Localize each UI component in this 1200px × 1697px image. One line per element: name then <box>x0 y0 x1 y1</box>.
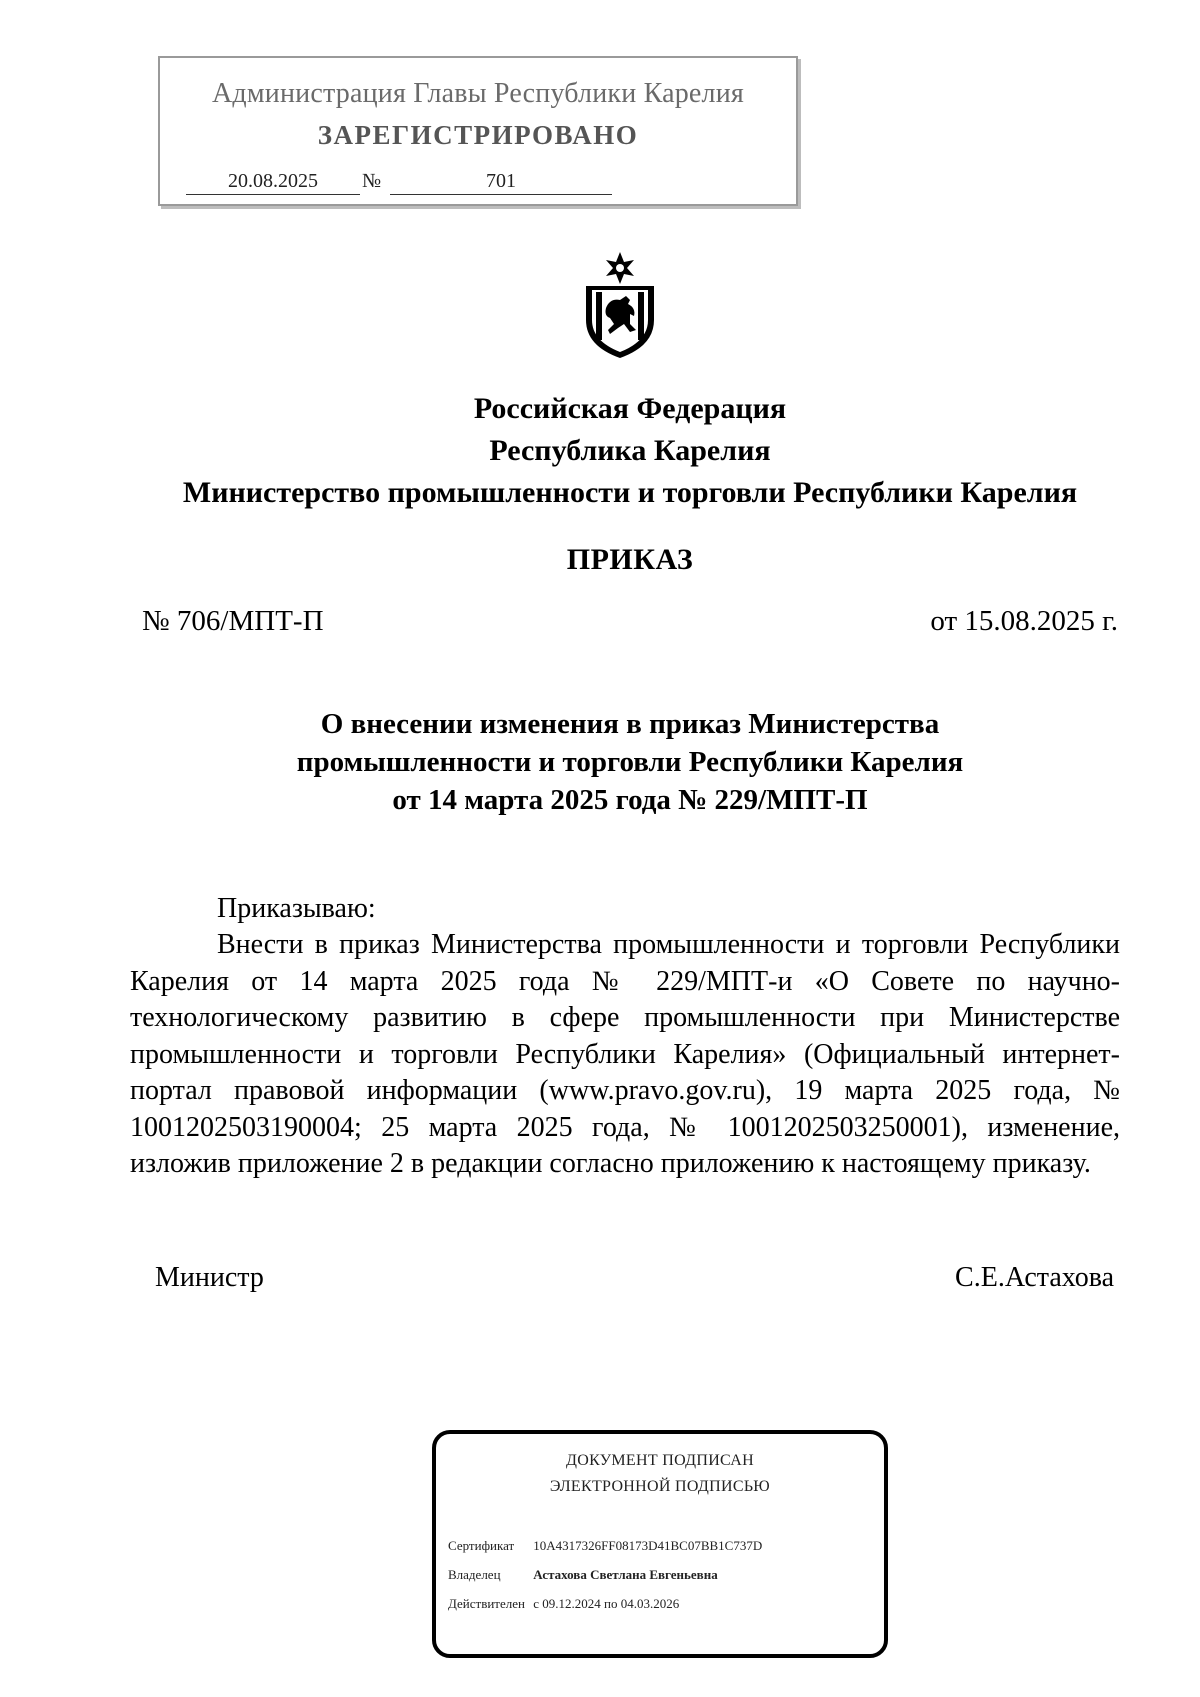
stamp-status: ЗАРЕГИСТРИРОВАНО <box>317 120 639 150</box>
header-country: Российская Федерация <box>473 392 787 425</box>
header-ministry: Министерство промышленности и торговли Республики Карелия <box>182 476 1078 509</box>
registration-stamp <box>158 56 798 206</box>
signer-position: Министр <box>155 1262 264 1293</box>
karelia-coat-of-arms-icon <box>580 250 660 360</box>
order-number: № 706/МПТ-П <box>142 605 324 637</box>
stamp-number: 701 <box>390 170 612 195</box>
esig-valid-row <box>448 1596 679 1612</box>
esig-certificate-value: 10A4317326FF08173D41BC07BB1C737D <box>533 1538 763 1553</box>
esig-certificate-row <box>448 1538 762 1554</box>
esig-line-1: ДОКУМЕНТ ПОДПИСАН <box>566 1452 754 1469</box>
header-region: Республика Карелия <box>489 434 771 467</box>
signer-name: С.Е.Астахова <box>955 1262 1114 1293</box>
stamp-number-sign: № <box>362 170 382 192</box>
document-title <box>220 705 1040 819</box>
esig-valid-value: с 09.12.2024 по 04.03.2026 <box>533 1596 680 1611</box>
body-paragraph: Внести в приказ Министерства промышленности и торговли Республики Карелия от 14 марта 2025 года № 229/МПТ-и «О Совете по научно-технологическому развитию в сфере промышленности при Министерстве промышленности и торговли Республики Карелия» (Официальный интернет-портал правовой информации (www.pravo.gov.ru), 19 марта 2025 года, № 1001202503190004; 25 марта 2025 года, № 1001202503250001), изменение, изложив приложение 2 в редакции согласно приложению к настоящему приказу. <box>130 929 1120 1179</box>
document-type: ПРИКАЗ <box>566 543 694 576</box>
stamp-authority: Администрация Главы Республики Карелия <box>212 78 744 109</box>
title-line-2: промышленности и торговли Республики Карелия <box>296 746 964 778</box>
esig-owner-label: Владелец <box>448 1567 501 1582</box>
title-line-1: О внесении изменения в приказ Министерства <box>320 708 940 740</box>
body-opening: Приказываю: <box>217 893 376 924</box>
stamp-date: 20.08.2025 <box>186 170 360 195</box>
title-line-3: от 14 марта 2025 года № 229/МПТ-П <box>392 784 868 816</box>
esig-line-2: ЭЛЕКТРОННОЙ ПОДПИСЬЮ <box>549 1478 771 1495</box>
esig-owner-row <box>448 1567 718 1583</box>
esig-owner-value: Астахова Светлана Евгеньевна <box>533 1567 718 1582</box>
electronic-signature-box <box>432 1430 888 1658</box>
esig-certificate-label: Сертификат <box>448 1538 515 1553</box>
order-date: от 15.08.2025 г. <box>930 605 1118 637</box>
esig-valid-label: Действителен <box>448 1596 525 1611</box>
